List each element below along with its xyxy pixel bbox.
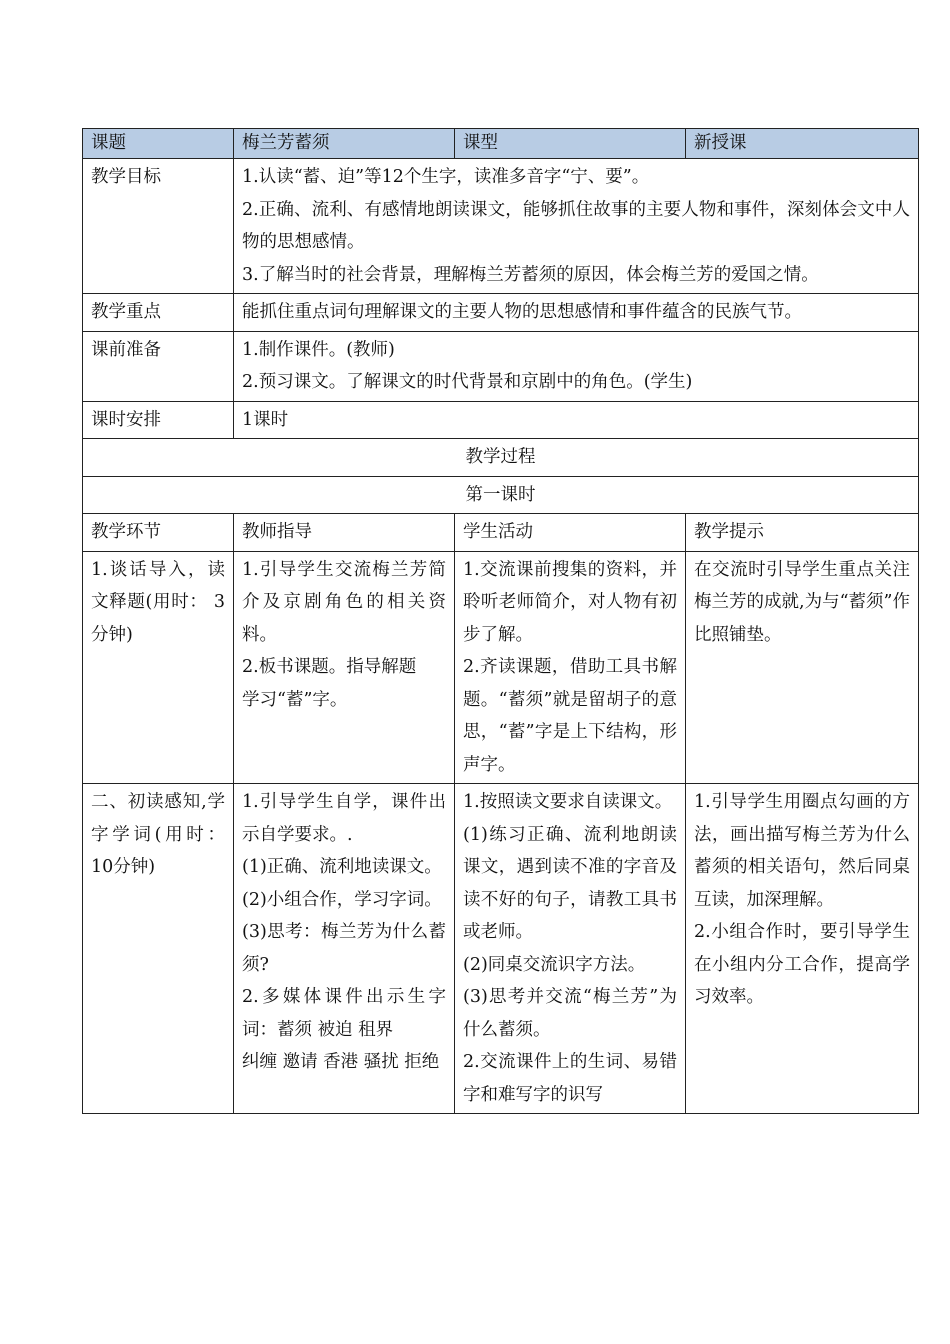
prep-label: 课前准备 — [83, 331, 234, 401]
goals-label: 教学目标 — [83, 159, 234, 294]
goals-content — [234, 159, 919, 294]
teacher-item: 学习“蓄”字。 — [242, 689, 348, 710]
student-item: 1.按照读文要求自读课文。 — [463, 792, 673, 812]
teacher-item: 1.引导学生自学，课件出示自学要求。. — [242, 792, 446, 845]
tips-item: 2.小组合作时，要引导学生在小组内分工合作，提高学习效率。 — [694, 922, 910, 1007]
column-header: 教学提示 — [686, 514, 919, 552]
prep-item: 2.预习课文。了解课文的时代背景和京剧中的角色。(学生) — [242, 372, 693, 392]
focus-label: 教学重点 — [83, 294, 234, 332]
teacher-item: (1)正确、流利地读课文。 — [242, 857, 442, 877]
goal-item: 1.认读“蓄、迫”等12个生字，读准多音字“宁、要”。 — [242, 167, 650, 187]
focus-text: 能抓住重点词句理解课文的主要人物的思想感情和事件蕴含的民族气节。 — [234, 294, 919, 332]
teacher-item: 2.多媒体课件出示生字词：蓄须 被迫 租界 — [242, 987, 446, 1040]
column-header: 教学环节 — [83, 514, 234, 552]
table-row — [83, 551, 919, 784]
teacher-item: (2)小组合作，学习字词。 — [242, 889, 442, 910]
student-cell — [455, 784, 686, 1114]
tips-cell — [686, 551, 919, 784]
column-header-row — [83, 514, 919, 552]
stage-text: 二、初读感知,学字学词(用时：10分钟) — [91, 792, 225, 877]
teacher-item: 2.板书课题。指导解题 — [242, 657, 417, 677]
prep-content — [234, 331, 919, 401]
prep-item: 1.制作课件。(教师) — [242, 339, 395, 360]
process-title: 教学过程 — [83, 439, 919, 477]
tips-item: 1.引导学生用圈点勾画的方法，画出描写梅兰芳为什么蓄须的相关语句，然后同桌互读，加深理解。 — [694, 792, 910, 910]
goal-item: 2.正确、流利、有感情地朗读课文，能够抓住故事的主要人物和事件，深刻体会文中人物的思想感情。 — [242, 199, 910, 252]
stage-text: 1.谈话导入，读文释题(用时： 3分钟) — [91, 559, 225, 645]
column-header: 教师指导 — [234, 514, 455, 552]
schedule-text: 1课时 — [234, 401, 919, 439]
student-item: (2)同桌交流识字方法。 — [463, 954, 646, 975]
goals-row — [83, 159, 919, 294]
column-header: 学生活动 — [455, 514, 686, 552]
stage-cell — [83, 784, 234, 1114]
table-row — [83, 784, 919, 1114]
process-title-row — [83, 439, 919, 477]
topic-label: 课题 — [83, 129, 234, 159]
prep-row — [83, 331, 919, 401]
teacher-item: (3)思考：梅兰芳为什么蓄须? — [242, 922, 446, 975]
header-row — [83, 129, 919, 159]
student-cell — [455, 551, 686, 784]
student-item: 2.交流课件上的生词、易错字和难写字的识写 — [463, 1052, 677, 1105]
schedule-label: 课时安排 — [83, 401, 234, 439]
schedule-row — [83, 401, 919, 439]
student-item: (3)思考并交流“梅兰芳”为什么蓄须。 — [463, 987, 677, 1040]
focus-row — [83, 294, 919, 332]
goal-item: 3.了解当时的社会背景，理解梅兰芳蓄须的原因，体会梅兰芳的爱国之情。 — [242, 264, 819, 285]
lesson-title: 第一课时 — [83, 476, 919, 514]
student-item: 2.齐读课题，借助工具书解题。“蓄须”就是留胡子的意思，“蓄”字是上下结构，形声字。 — [463, 657, 677, 775]
type-value: 新授课 — [686, 129, 919, 159]
student-item: (1)练习正确、流利地朗读课文，遇到读不准的字音及读不好的句子，请教工具书或老师。 — [463, 824, 677, 942]
lesson-title-row — [83, 476, 919, 514]
teacher-item: 1.引导学生交流梅兰芳简介及京剧角色的相关资料。 — [242, 559, 446, 645]
tips-cell — [686, 784, 919, 1114]
teacher-cell — [234, 551, 455, 784]
tips-item: 在交流时引导学生重点关注梅兰芳的成就,为与“蓄须”作比照铺垫。 — [694, 559, 910, 645]
topic-value: 梅兰芳蓄须 — [234, 129, 455, 159]
student-item: 1.交流课前搜集的资料，并聆听老师简介，对人物有初步了解。 — [463, 559, 677, 645]
teacher-cell — [234, 784, 455, 1114]
type-label: 课型 — [455, 129, 686, 159]
stage-cell — [83, 551, 234, 784]
lesson-plan-table — [82, 128, 919, 1114]
teacher-item: 纠缠 邀请 香港 骚扰 拒绝 — [242, 1052, 440, 1072]
